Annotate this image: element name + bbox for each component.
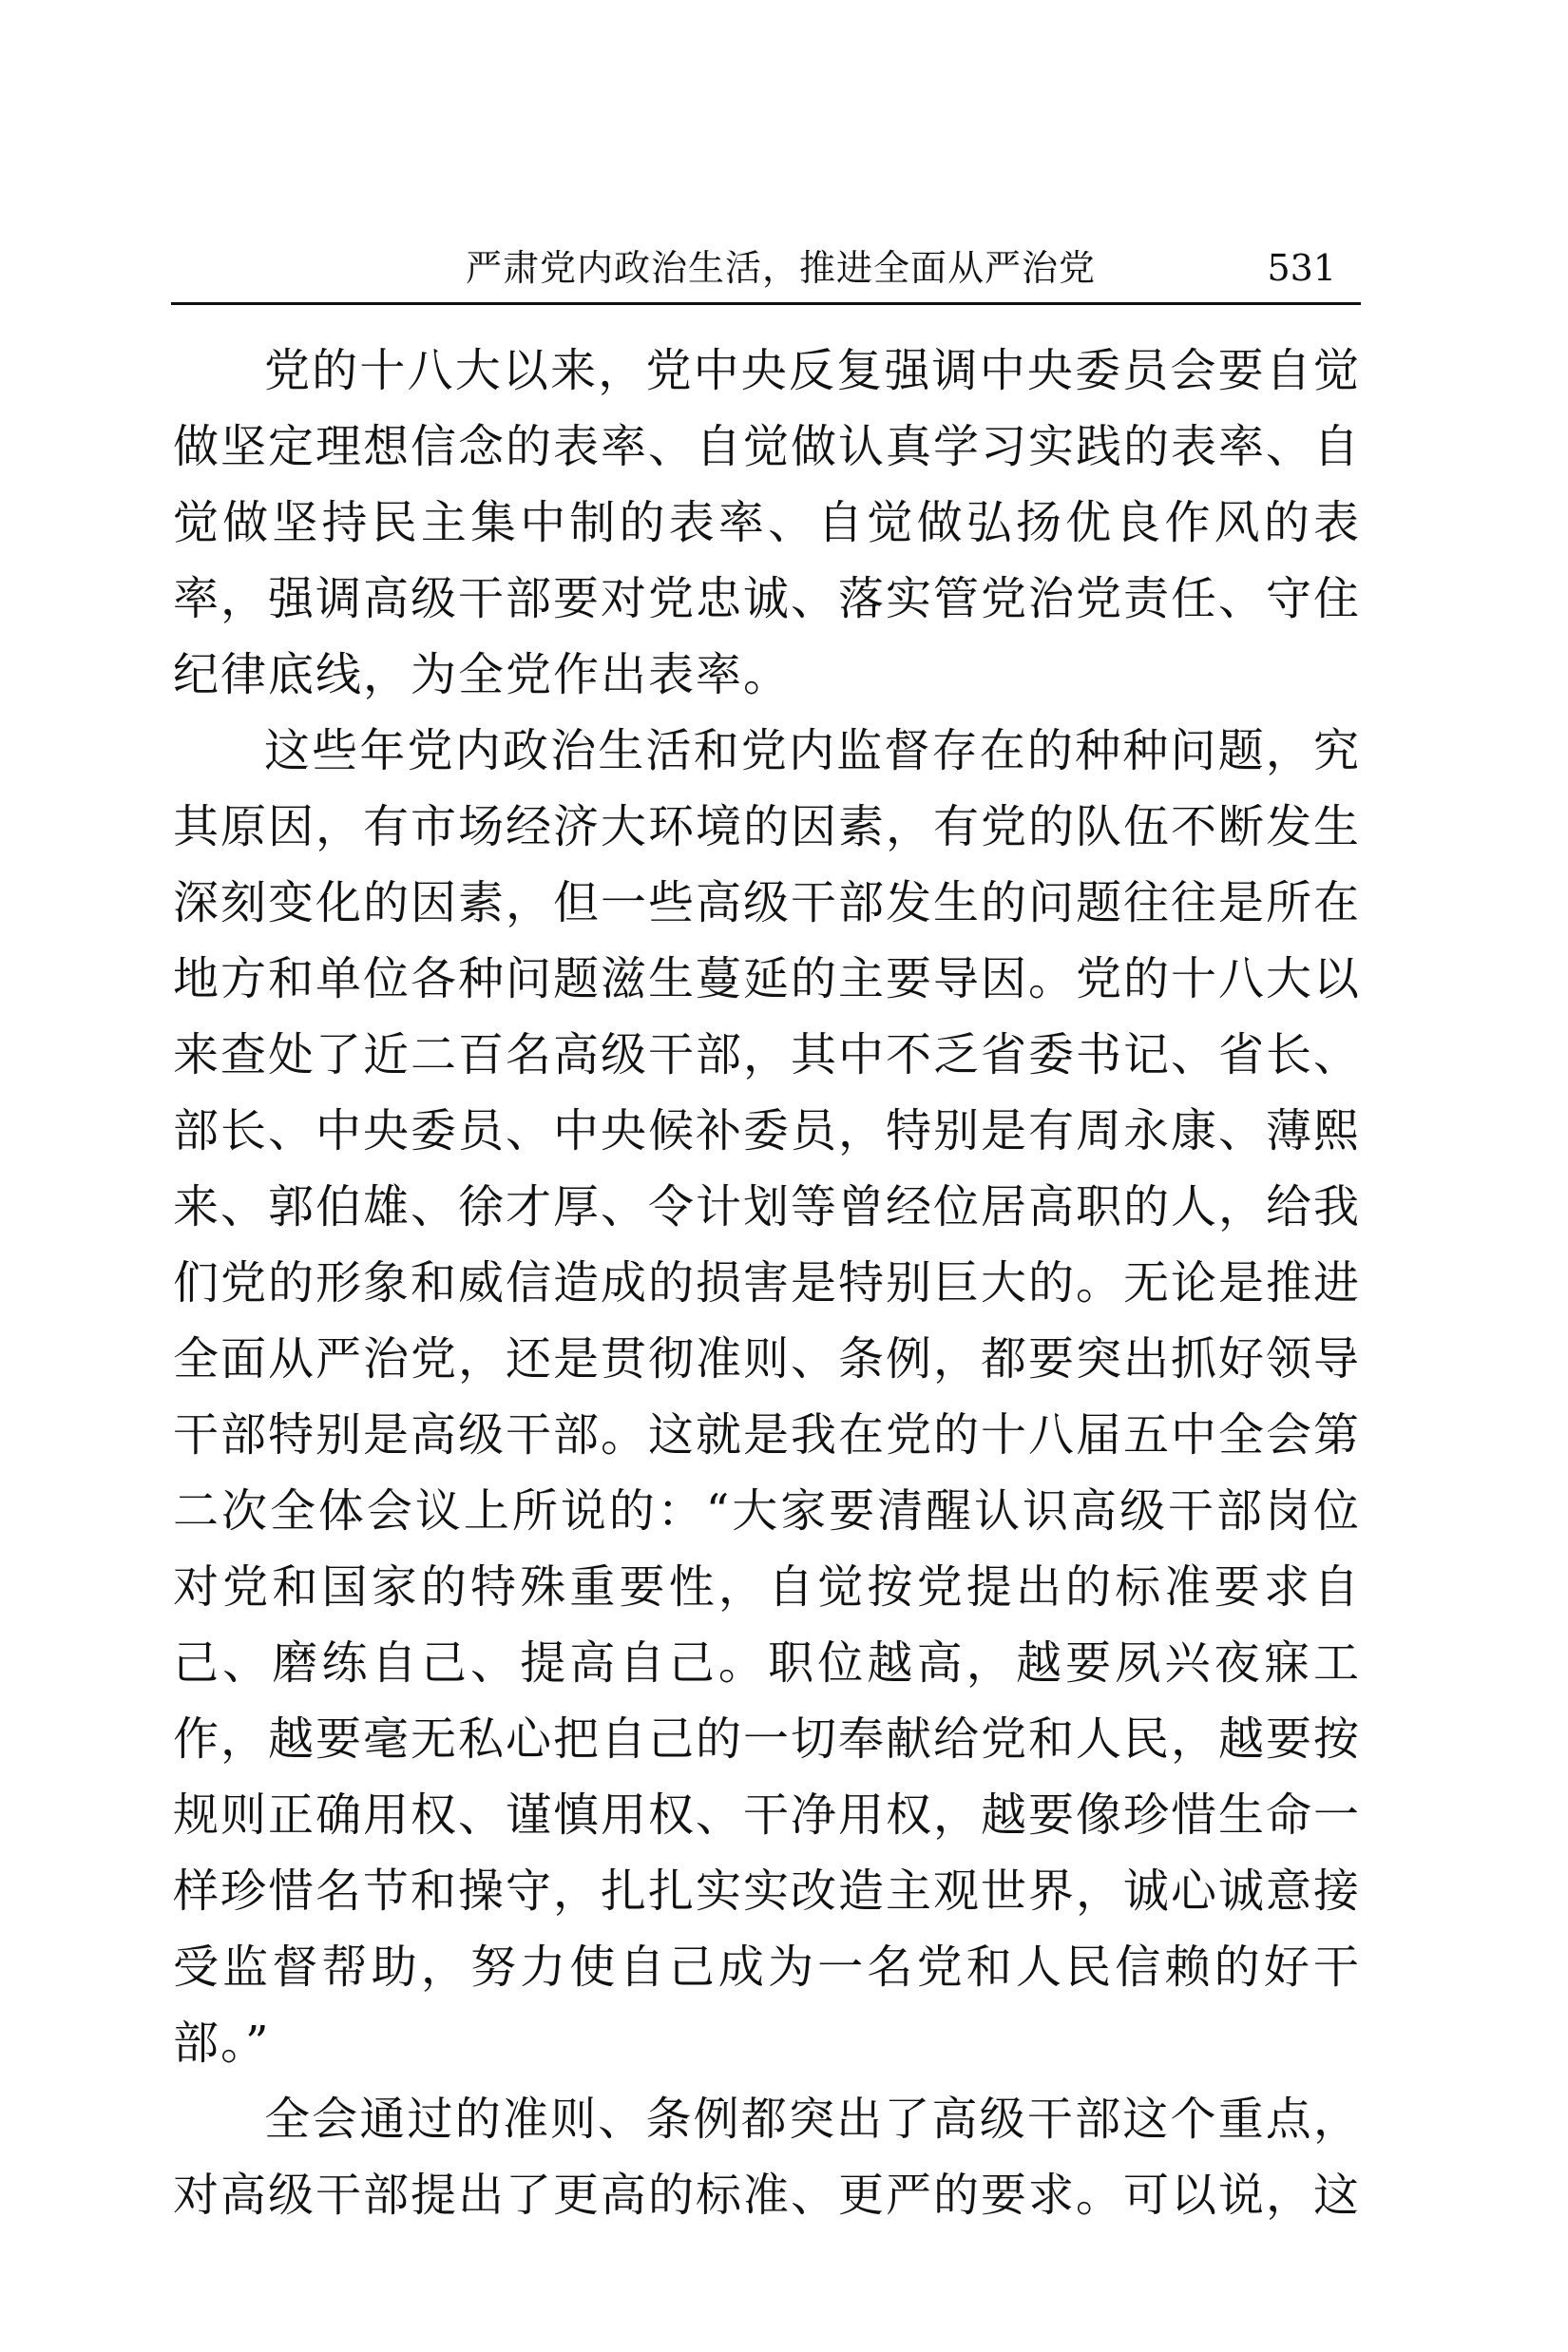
body-text [173,333,1361,2290]
paragraph-2: 这些年党内政治生活和党内监督存在的种种问题，究其原因，有市场经济大环境的因素，有党的队伍不断发生深刻变化的因素，但一些高级干部发生的问题往往是所在地方和单位各种问题滋生蔓延的主要导因。党的十八大以来查处了近二百名高级干部，其中不乏省委书记、省长、部长、中央委员、中央候补委员，特别是有周永康、薄熙来、郭伯雄、徐才厚、令计划等曾经位居高职的人，给我们党的形象和威信造成的损害是特别巨大的。无论是推进全面从严治党，还是贯彻准则、条例，都要突出抓好领导干部特别是高级干部。这就是我在党的十八届五中全会第二次全体会议上所说的：“大家要清醒认识高级干部岗位对党和国家的特殊重要性，自觉按党提出的标准要求自己、磨练自己、提高自己。职位越高，越要夙兴夜寐工作，越要毫无私心把自己的一切奉献给党和人民，越要按规则正确用权、谨慎用权、干净用权，越要像珍惜生命一样珍惜名节和操守，扎扎实实改造主观世界，诚心诚意接受监督帮助，努力使自己成为一名党和人民信赖的好干部。” [173,724,1361,2070]
running-title: 严肃党内政治生活，推进全面从严治党 [466,247,1097,289]
header-rule [171,302,1361,305]
paragraph-3: 全会通过的准则、条例都突出了高级干部这个重点，对高级干部提出了更高的标准、更严的要求。可以说，这 [173,2093,1361,2222]
page-number: 531 [1267,247,1336,289]
running-header [171,239,1359,296]
paragraph-1: 党的十八大以来，党中央反复强调中央委员会要自觉做坚定理想信念的表率、自觉做认真学习实践的表率、自觉做坚持民主集中制的表率、自觉做弘扬优良作风的表率，强调高级干部要对党忠诚、落实管党治党责任、守住纪律底线，为全党作出表率。 [173,344,1361,701]
